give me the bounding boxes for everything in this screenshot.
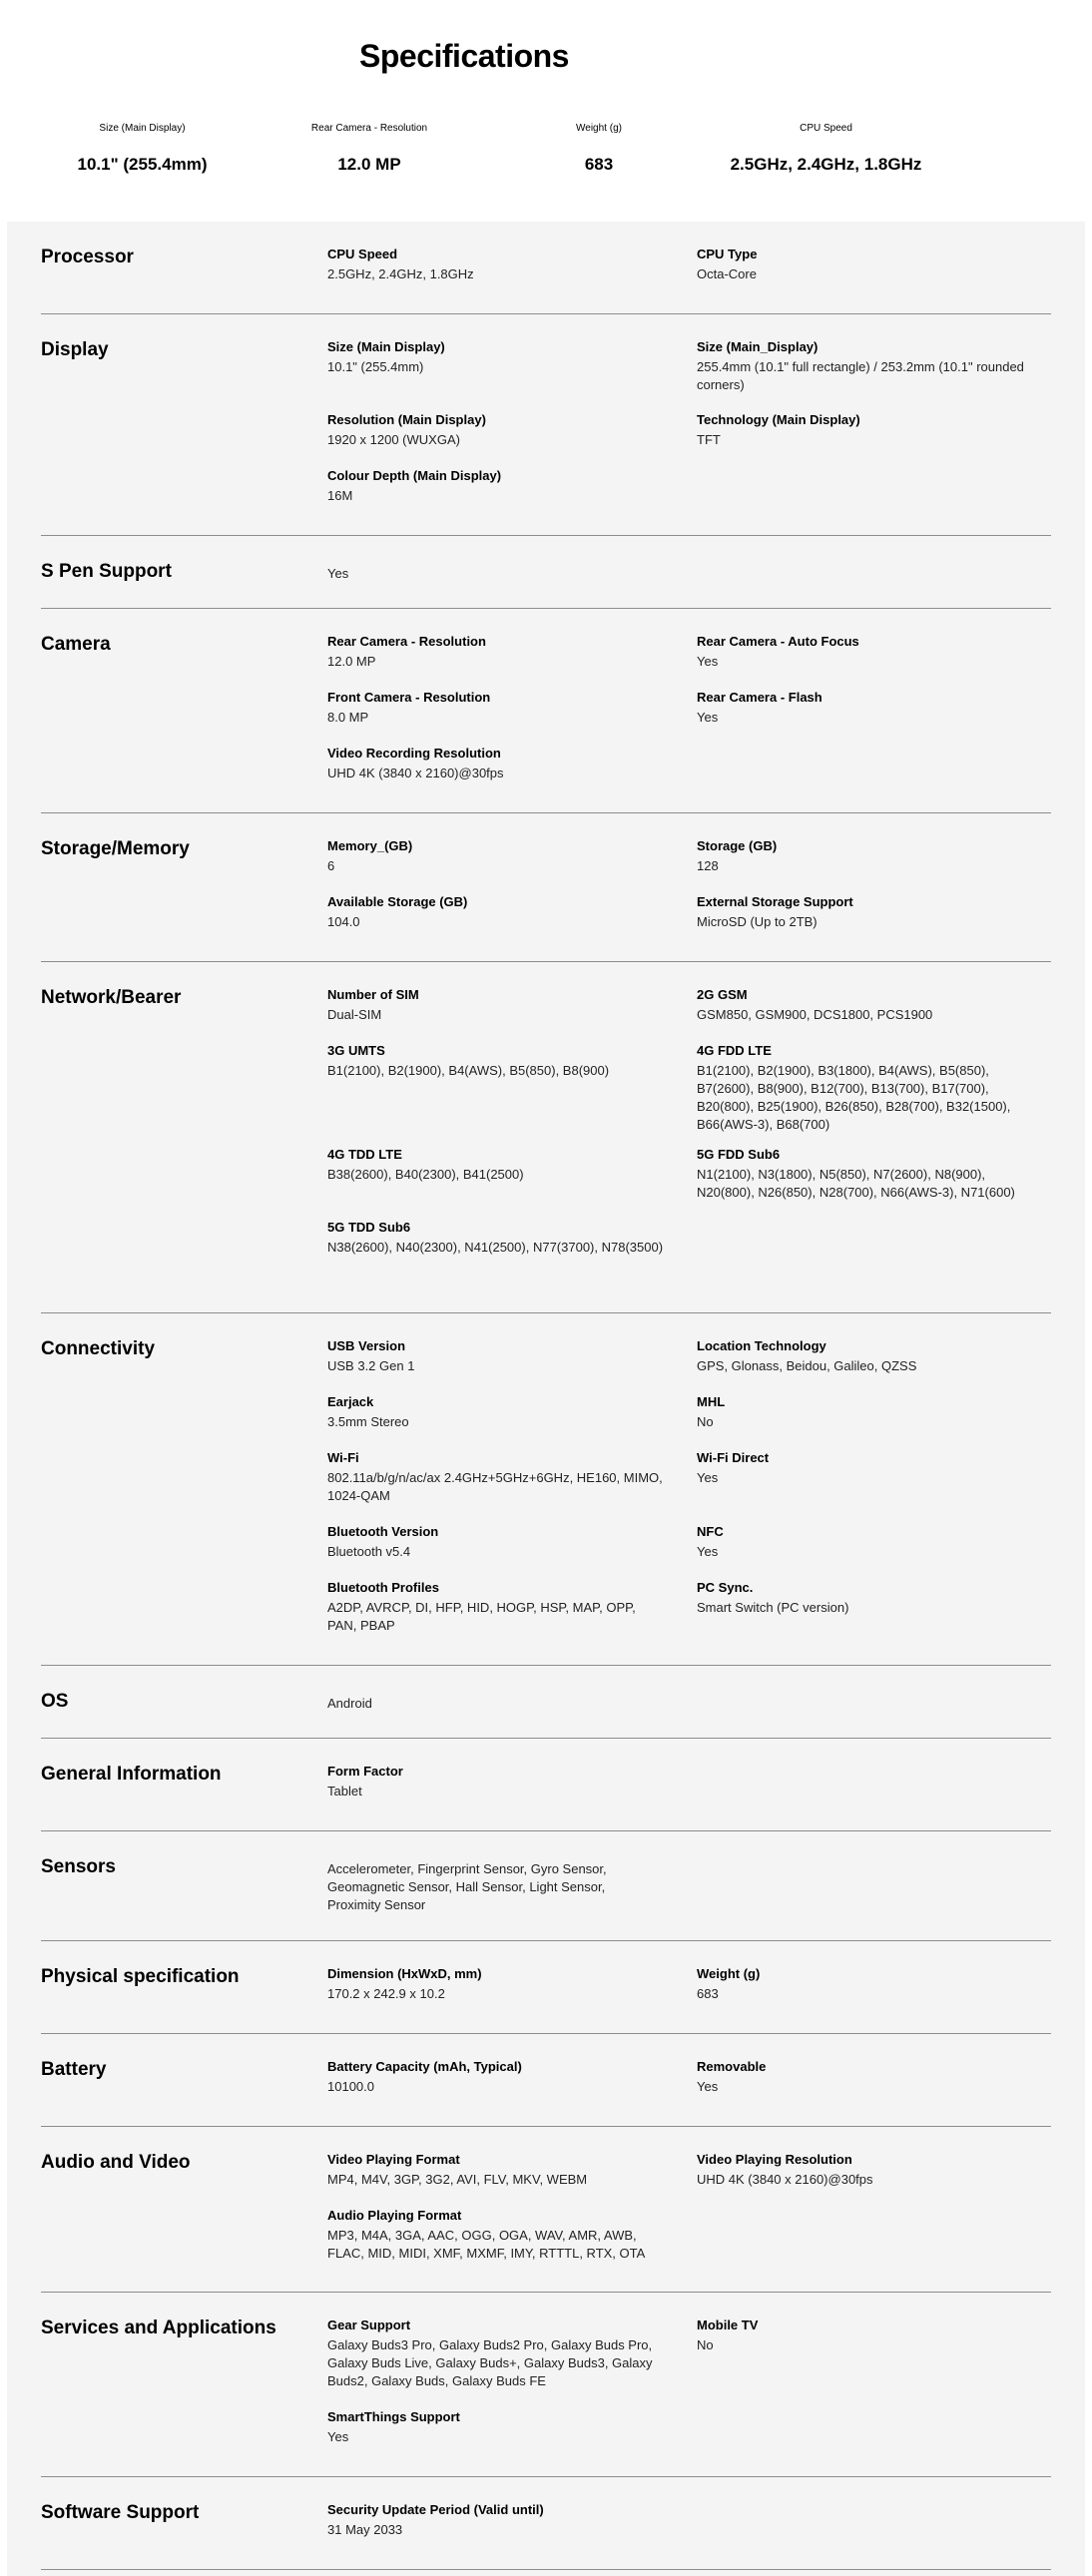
spec-value: UHD 4K (3840 x 2160)@30fps xyxy=(327,766,504,780)
spec-value: 128 xyxy=(697,858,719,873)
spec-label: 3G UMTS xyxy=(327,1043,385,1058)
spec-label: Mobile TV xyxy=(697,2318,759,2332)
section-title: Display xyxy=(41,339,109,360)
spec-label: External Storage Support xyxy=(697,894,853,909)
highlight-value: 12.0 MP xyxy=(337,155,401,174)
spec-value: MP4, M4V, 3GP, 3G2, AVI, FLV, MKV, WEBM xyxy=(327,2172,588,2187)
spec-label: Removable xyxy=(697,2059,767,2074)
spec-item xyxy=(327,1146,667,1184)
spec-item xyxy=(327,563,667,583)
spec-label: Wi-Fi xyxy=(327,1450,359,1465)
spec-value: MicroSD (Up to 2TB) xyxy=(697,914,818,929)
highlight-weight xyxy=(514,122,684,176)
section-divider xyxy=(41,1940,1051,1941)
spec-label: NFC xyxy=(697,1524,724,1539)
section-title: General Information xyxy=(41,1764,222,1785)
spec-value: USB 3.2 Gen 1 xyxy=(327,1358,415,1373)
spec-item xyxy=(697,837,1036,875)
spec-value: 6 xyxy=(327,858,335,873)
spec-label: Bluetooth Profiles xyxy=(327,1580,439,1595)
spec-value: GPS, Glonass, Beidou, Galileo, QZSS xyxy=(697,1358,917,1373)
spec-value: GSM850, GSM900, DCS1800, PCS1900 xyxy=(697,1007,933,1022)
spec-item xyxy=(697,1393,1036,1431)
spec-item xyxy=(327,1219,667,1257)
section-divider xyxy=(41,2033,1051,2034)
spec-label: Number of SIM xyxy=(327,987,419,1002)
spec-table xyxy=(7,222,1085,2576)
spec-item xyxy=(327,1449,667,1505)
highlight-value: 2.5GHz, 2.4GHz, 1.8GHz xyxy=(730,155,922,174)
section-divider xyxy=(41,2126,1051,2127)
spec-label: Security Update Period (Valid until) xyxy=(327,2502,544,2517)
spec-value: 3.5mm Stereo xyxy=(327,1414,409,1429)
spec-value: 683 xyxy=(697,1986,719,2001)
spec-value: B38(2600), B40(2300), B41(2500) xyxy=(327,1167,524,1182)
page-title: Specifications xyxy=(359,38,569,74)
spec-value: 12.0 MP xyxy=(327,654,376,669)
spec-label: 4G TDD LTE xyxy=(327,1147,402,1162)
spec-value: TFT xyxy=(697,432,721,447)
spec-label: Colour Depth (Main Display) xyxy=(327,468,502,483)
spec-value: 8.0 MP xyxy=(327,710,369,725)
spec-item xyxy=(697,633,1036,671)
spec-item xyxy=(327,2058,667,2096)
spec-value: UHD 4K (3840 x 2160)@30fps xyxy=(697,2172,873,2187)
spec-value: B1(2100), B2(1900), B4(AWS), B5(850), B8(900) xyxy=(327,1063,610,1078)
spec-label: Battery Capacity (mAh, Typical) xyxy=(327,2059,522,2074)
spec-value: N1(2100), N3(1800), N5(850), N7(2600), N8(900), N20(800), N26(850), N28(700), N66(AWS-3), N71(600) xyxy=(697,1167,1015,1200)
spec-label: Memory_(GB) xyxy=(327,838,413,853)
spec-item xyxy=(697,986,1036,1024)
section-title: Network/Bearer xyxy=(41,987,182,1008)
spec-label: Rear Camera - Resolution xyxy=(327,634,486,649)
section-divider xyxy=(41,608,1051,609)
spec-item xyxy=(327,633,667,671)
spec-item xyxy=(327,1858,627,1914)
section-title: Physical specification xyxy=(41,1966,240,1987)
section-divider xyxy=(41,1312,1051,1313)
spec-label: Gear Support xyxy=(327,2318,411,2332)
spec-item xyxy=(327,467,667,505)
key-spec-highlights xyxy=(0,122,1092,192)
spec-item xyxy=(697,1146,1036,1202)
spec-label: PC Sync. xyxy=(697,1580,754,1595)
spec-item xyxy=(327,1579,667,1635)
spec-value: 1920 x 1200 (WUXGA) xyxy=(327,432,460,447)
highlight-cpu-speed xyxy=(699,122,953,176)
spec-value: No xyxy=(697,1414,714,1429)
highlight-label: Weight (g) xyxy=(576,123,622,134)
spec-item xyxy=(327,2151,667,2189)
highlight-label: CPU Speed xyxy=(800,123,852,134)
spec-label: 5G TDD Sub6 xyxy=(327,1220,411,1235)
spec-value: 255.4mm (10.1" full rectangle) / 253.2mm (10.1" rounded corners) xyxy=(697,359,1024,392)
spec-label: Earjack xyxy=(327,1394,374,1409)
spec-item xyxy=(327,411,667,449)
spec-item xyxy=(327,986,667,1024)
spec-item xyxy=(697,1449,1036,1487)
spec-item xyxy=(327,837,667,875)
spec-value: Yes xyxy=(697,2079,719,2094)
section-divider xyxy=(41,812,1051,813)
spec-value: Tablet xyxy=(327,1784,362,1799)
section-title: Battery xyxy=(41,2059,107,2080)
section-divider xyxy=(41,2292,1051,2293)
spec-item xyxy=(697,338,1036,394)
highlight-display-size xyxy=(40,122,245,176)
section-divider xyxy=(41,1665,1051,1666)
spec-value: Dual-SIM xyxy=(327,1007,382,1022)
spec-value: Yes xyxy=(697,654,719,669)
section-divider xyxy=(41,2569,1051,2570)
spec-label: USB Version xyxy=(327,1338,406,1353)
spec-item xyxy=(697,893,1036,931)
spec-label: Size (Main_Display) xyxy=(697,339,819,354)
spec-item xyxy=(697,1337,1036,1375)
spec-item xyxy=(327,893,667,931)
spec-value: 170.2 x 242.9 x 10.2 xyxy=(327,1986,445,2001)
spec-label: CPU Speed xyxy=(327,247,398,261)
spec-item xyxy=(697,411,1036,449)
section-divider xyxy=(41,2476,1051,2477)
spec-item xyxy=(327,338,667,376)
spec-item xyxy=(697,1042,1036,1134)
section-divider xyxy=(41,961,1051,962)
spec-item xyxy=(327,1393,667,1431)
spec-label: Video Recording Resolution xyxy=(327,746,501,761)
spec-label: Bluetooth Version xyxy=(327,1524,439,1539)
spec-item xyxy=(327,2408,667,2446)
spec-value: 16M xyxy=(327,488,353,503)
section-title: OS xyxy=(41,1691,69,1712)
spec-value: A2DP, AVRCP, DI, HFP, HID, HOGP, HSP, MAP, OPP, PAN, PBAP xyxy=(327,1600,636,1633)
spec-item xyxy=(697,1965,1036,2003)
spec-value: Octa-Core xyxy=(697,266,757,281)
spec-label: 2G GSM xyxy=(697,987,748,1002)
section-title: Processor xyxy=(41,247,134,267)
spec-item xyxy=(327,2207,667,2263)
section-title: Services and Applications xyxy=(41,2318,276,2338)
spec-item xyxy=(697,689,1036,727)
spec-label: SmartThings Support xyxy=(327,2409,460,2424)
spec-item xyxy=(697,1523,1036,1561)
spec-item xyxy=(327,689,667,727)
spec-label: Available Storage (GB) xyxy=(327,894,468,909)
spec-value: B1(2100), B2(1900), B3(1800), B4(AWS), B5(850), B7(2600), B8(900), B12(700), B13(700), B17(700), B20(800), B25(1900), B26(850), B28(700), B32(1500), B66(AWS-3), B68(700) xyxy=(697,1063,1011,1132)
spec-label: Size (Main Display) xyxy=(327,339,445,354)
spec-label: Storage (GB) xyxy=(697,838,778,853)
spec-label: Location Technology xyxy=(697,1338,826,1353)
spec-value: Yes xyxy=(327,566,349,581)
spec-item xyxy=(697,2151,1036,2189)
spec-value: Yes xyxy=(697,710,719,725)
spec-label: Resolution (Main Display) xyxy=(327,412,486,427)
section-divider xyxy=(41,535,1051,536)
highlight-label: Size (Main Display) xyxy=(99,123,186,134)
spec-label: Front Camera - Resolution xyxy=(327,690,491,705)
spec-value: 802.11a/b/g/n/ac/ax 2.4GHz+5GHz+6GHz, HE160, MIMO, 1024-QAM xyxy=(327,1470,663,1503)
spec-label: Form Factor xyxy=(327,1764,403,1779)
highlight-rear-camera xyxy=(265,122,474,176)
spec-item xyxy=(697,1579,1036,1617)
spec-item xyxy=(327,1693,667,1713)
section-title: Camera xyxy=(41,634,111,655)
section-divider xyxy=(41,313,1051,314)
spec-label: Audio Playing Format xyxy=(327,2208,462,2223)
spec-item xyxy=(327,246,667,283)
spec-item xyxy=(327,1523,667,1561)
spec-value: Yes xyxy=(327,2429,349,2444)
spec-value: 10100.0 xyxy=(327,2079,374,2094)
spec-item xyxy=(327,1763,667,1801)
highlight-value: 10.1" (255.4mm) xyxy=(77,155,208,174)
spec-value: Accelerometer, Fingerprint Sensor, Gyro Sensor, Geomagnetic Sensor, Hall Sensor, Light Sensor, Proximity Sensor xyxy=(327,1861,607,1912)
spec-value: N38(2600), N40(2300), N41(2500), N77(3700), N78(3500) xyxy=(327,1240,664,1255)
spec-label: Wi-Fi Direct xyxy=(697,1450,770,1465)
spec-value: Yes xyxy=(697,1544,719,1559)
spec-item xyxy=(697,2058,1036,2096)
spec-label: 4G FDD LTE xyxy=(697,1043,772,1058)
spec-item xyxy=(327,1965,667,2003)
spec-label: Video Playing Resolution xyxy=(697,2152,852,2167)
section-divider xyxy=(41,1830,1051,1831)
spec-label: Video Playing Format xyxy=(327,2152,460,2167)
section-title: Sensors xyxy=(41,1856,116,1877)
spec-value: MP3, M4A, 3GA, AAC, OGG, OGA, WAV, AMR, AWB, FLAC, MID, MIDI, XMF, MXMF, IMY, RTTTL, RTX, OTA xyxy=(327,2228,646,2261)
section-title: Audio and Video xyxy=(41,2152,191,2173)
section-divider xyxy=(41,1738,1051,1739)
spec-label: Weight (g) xyxy=(697,1966,761,1981)
section-title: Storage/Memory xyxy=(41,838,190,859)
spec-value: 104.0 xyxy=(327,914,360,929)
spec-item xyxy=(327,2501,667,2539)
spec-label: Rear Camera - Flash xyxy=(697,690,822,705)
spec-item xyxy=(327,1042,667,1080)
section-title: Software Support xyxy=(41,2502,200,2523)
spec-value: No xyxy=(697,2337,714,2352)
spec-label: Dimension (HxWxD, mm) xyxy=(327,1966,482,1981)
spec-value: 10.1" (255.4mm) xyxy=(327,359,424,374)
spec-item xyxy=(327,2317,667,2390)
highlight-value: 683 xyxy=(584,155,614,174)
spec-item xyxy=(327,745,667,782)
section-title: S Pen Support xyxy=(41,561,172,582)
spec-item xyxy=(697,2317,1036,2354)
spec-value: 31 May 2033 xyxy=(327,2522,403,2537)
spec-value: Smart Switch (PC version) xyxy=(697,1600,849,1615)
spec-item xyxy=(327,1337,667,1375)
spec-value: Yes xyxy=(697,1470,719,1485)
spec-label: 5G FDD Sub6 xyxy=(697,1147,781,1162)
spec-label: Technology (Main Display) xyxy=(697,412,860,427)
spec-label: CPU Type xyxy=(697,247,758,261)
section-title: Connectivity xyxy=(41,1338,156,1359)
spec-value: Android xyxy=(327,1696,372,1711)
spec-value: Bluetooth v5.4 xyxy=(327,1544,411,1559)
highlight-label: Rear Camera - Resolution xyxy=(310,123,428,134)
spec-item xyxy=(697,246,1036,283)
spec-label: Rear Camera - Auto Focus xyxy=(697,634,859,649)
spec-label: MHL xyxy=(697,1394,726,1409)
spec-value: 2.5GHz, 2.4GHz, 1.8GHz xyxy=(327,266,474,281)
spec-value: Galaxy Buds3 Pro, Galaxy Buds2 Pro, Galaxy Buds Pro, Galaxy Buds Live, Galaxy Buds+, Galaxy Buds3, Galaxy Buds2, Galaxy Buds, Galaxy Buds FE xyxy=(327,2337,653,2388)
